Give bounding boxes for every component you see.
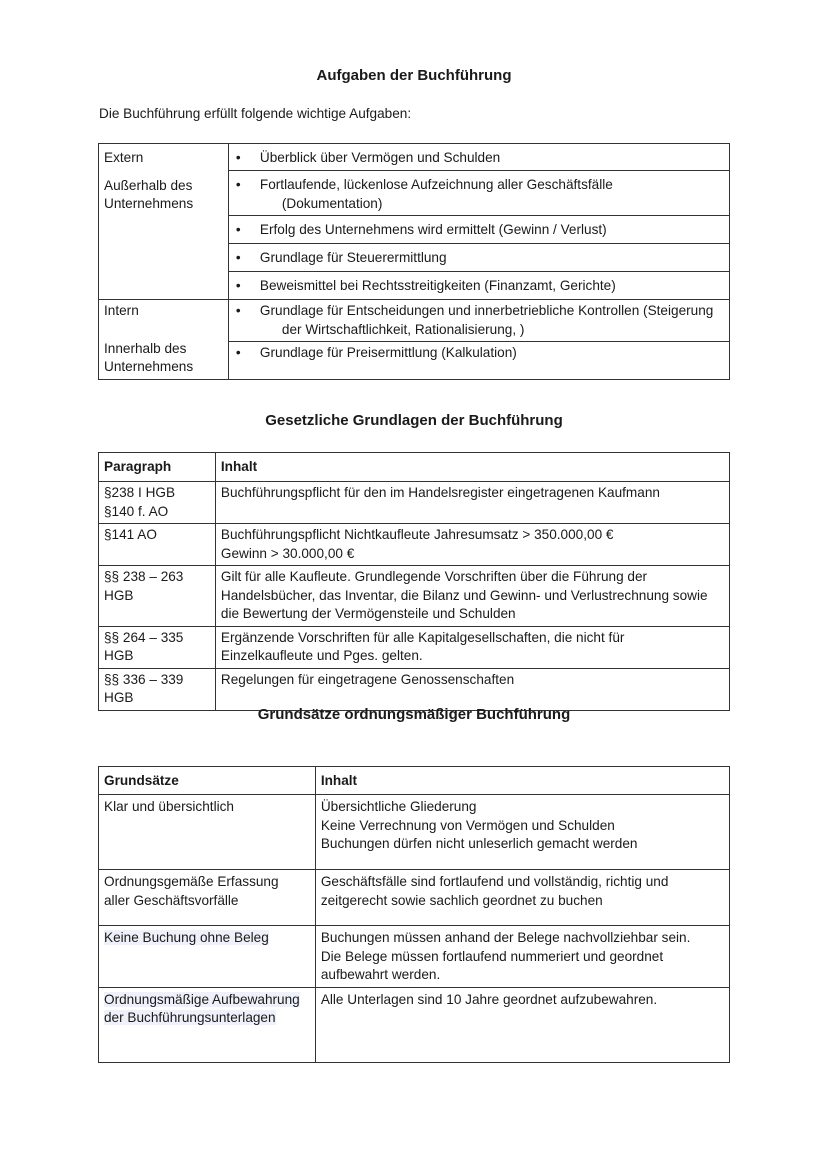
paragraph-cell: §§ 336 – 339 HGB [99, 668, 216, 710]
inhalt-cell: Buchführungspflicht Nichtkaufleute Jahresumsatz > 350.000,00 € Gewinn > 30.000,00 € [215, 524, 729, 566]
section-title-aufgaben: Aufgaben der Buchführung [316, 67, 512, 84]
intro-text: Die Buchführung erfüllt folgende wichtige Aufgaben: [99, 106, 412, 121]
inhalt-cell: Geschäftsfälle sind fortlaufend und vollständig, richtig und zeitgerecht sowie sachlich geordnet zu buchen [315, 870, 729, 926]
task-item: • Grundlage für Preisermittlung (Kalkulation) [228, 342, 729, 380]
inhalt-cell: Übersichtliche Gliederung Keine Verrechnung von Vermögen und Schulden Buchungen dürfen nicht unleserlich gemacht werden [315, 795, 729, 870]
grundsatz-cell: Ordnungsgemäße Erfassung aller Geschäftsvorfälle [99, 870, 316, 926]
inhalt-cell: Buchführungspflicht für den im Handelsregister eingetragenen Kaufmann [215, 482, 729, 524]
inhalt-cell: Regelungen für eingetragene Genossenschaften [215, 668, 729, 710]
inhalt-cell: Alle Unterlagen sind 10 Jahre geordnet aufzubewahren. [315, 987, 729, 1062]
task-item: • Fortlaufende, lückenlose Aufzeichnung aller Geschäftsfälle (Dokumentation) [228, 171, 729, 216]
task-item: • Grundlage für Steuerermittlung [228, 244, 729, 272]
task-item: • Überblick über Vermögen und Schulden [228, 144, 729, 171]
paragraph-cell: §§ 238 – 263 HGB [99, 566, 216, 627]
section-title-grundsaetze: Grundsätze ordnungsmäßiger Buchführung [257, 706, 571, 723]
paragraph-cell: §141 AO [99, 524, 216, 566]
column-header-paragraph: Paragraph [99, 453, 216, 482]
paragraph-cell: §§ 264 – 335 HGB [99, 626, 216, 668]
group-label-extern: Extern Außerhalb des Unternehmens [99, 144, 229, 300]
inhalt-cell: Ergänzende Vorschriften für alle Kapitalgesellschaften, die nicht für Einzelkaufleute und Pges. gelten. [215, 626, 729, 668]
inhalt-cell: Buchungen müssen anhand der Belege nachvollziehbar sein. Die Belege müssen fortlaufend nummeriert und geordnet aufbewahrt werden. [315, 926, 729, 988]
grundsatz-cell: Ordnungsmäßige Aufbewahrung der Buchführungsunterlagen [99, 987, 316, 1062]
task-item: • Erfolg des Unternehmens wird ermittelt (Gewinn / Verlust) [228, 216, 729, 244]
grundsaetze-table [98, 766, 730, 1063]
grundsatz-cell: Klar und übersichtlich [99, 795, 316, 870]
column-header-inhalt: Inhalt [215, 453, 729, 482]
column-header-grundsaetze: Grundsätze [99, 767, 316, 795]
aufgaben-table [98, 143, 730, 380]
task-item: • Grundlage für Entscheidungen und innerbetriebliche Kontrollen (Steigerung der Wirtschaftlichkeit, Rationalisierung, ) [228, 300, 729, 342]
grundsatz-cell: Keine Buchung ohne Beleg [99, 926, 316, 988]
inhalt-cell: Gilt für alle Kaufleute. Grundlegende Vorschriften über die Führung der Handelsbücher, das Inventar, die Bilanz und Gewinn- und Verlustrechnung sowie die Bewertung der Vermögensteile und Schulden [215, 566, 729, 627]
task-item: • Beweismittel bei Rechtsstreitigkeiten (Finanzamt, Gerichte) [228, 272, 729, 300]
group-label-intern: Intern Innerhalb des Unternehmens [99, 300, 229, 380]
paragraph-cell: §238 I HGB §140 f. AO [99, 482, 216, 524]
section-title-gesetzliche: Gesetzliche Grundlagen der Buchführung [265, 412, 563, 429]
column-header-inhalt: Inhalt [315, 767, 729, 795]
gesetzliche-table [98, 452, 730, 711]
